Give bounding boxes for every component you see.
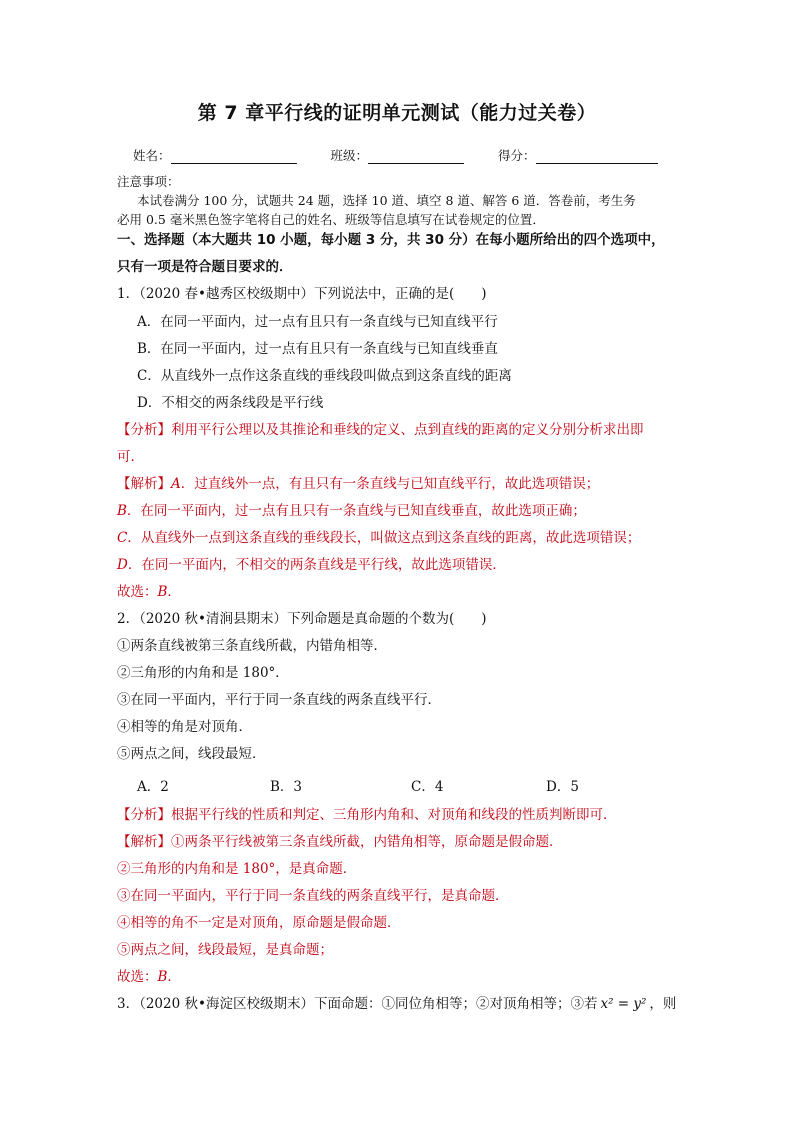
question-1-solution-b bbox=[117, 499, 586, 519]
question-2-statement-1: ①两条直线被第三条直线所截，内错角相等． bbox=[117, 638, 387, 654]
question-1-answer bbox=[117, 580, 181, 600]
question-2-option-d: D．5 bbox=[546, 779, 579, 795]
question-2-solution-1 bbox=[117, 830, 563, 850]
solution-text: ①两条平行线被第三条直线所截，内错角相等，原命题是假命题． bbox=[171, 834, 563, 850]
answer-end: ． bbox=[167, 584, 181, 600]
question-2-option-c: C．4 bbox=[411, 779, 444, 795]
option-letter: D bbox=[117, 557, 128, 573]
notice-line-2: 必用 0.5 毫米黑色签字笔将自己的姓名、班级等信息填写在试卷规定的位置． bbox=[117, 212, 545, 227]
answer-label: 故选： bbox=[117, 969, 158, 985]
question-2-statement-2: ②三角形的内角和是 180°． bbox=[117, 665, 289, 681]
question-1-solution-a bbox=[117, 472, 599, 492]
option-letter: A bbox=[171, 476, 181, 492]
notice-line-1: 本试卷满分 100 分，试题共 24 题，选择 10 道、填空 8 道、解答 6 道．答卷前，考生务 bbox=[137, 193, 636, 208]
question-2-solution-5: ⑤两点之间，线段最短，是真命题； bbox=[117, 942, 333, 958]
question-2-statement-5: ⑤两点之间，线段最短． bbox=[117, 746, 266, 762]
section-heading-line-1: 一、选择题（本大题共 10 小题，每小题 3 分，共 30 分）在每小题所给出的四个选项中， bbox=[117, 232, 665, 248]
answer-letter: B bbox=[157, 969, 168, 985]
solution-tag: 【解析】 bbox=[117, 476, 171, 492]
question-2-solution-3: ③在同一平面内，平行于同一条直线的两条直线平行，是真命题． bbox=[117, 888, 509, 904]
question-2-solution-4: ④相等的角不一定是对顶角，原命题是假命题． bbox=[117, 915, 401, 931]
name-label: 姓名： bbox=[133, 148, 171, 163]
score-blank[interactable] bbox=[536, 149, 658, 164]
question-1-option-a: A．在同一平面内，过一点有且只有一条直线与已知直线平行 bbox=[137, 314, 498, 330]
question-1-option-b: B．在同一平面内，过一点有且只有一条直线与已知直线垂直 bbox=[137, 341, 498, 357]
answer-letter: B bbox=[157, 584, 168, 600]
solution-text: ．过直线外一点，有且只有一条直线与已知直线平行，故此选项错误； bbox=[180, 476, 600, 492]
notice-label: 注意事项： bbox=[117, 174, 180, 189]
question-2-stem: 2．（2020 秋•清涧县期末）下列命题是真命题的个数为( ) bbox=[117, 611, 487, 627]
question-1-analysis-line-1: 【分析】利用平行公理以及其推论和垂线的定义、点到直线的距离的定义分别分析求出即 bbox=[117, 422, 644, 438]
question-3-text: 3．（2020 秋•海淀区校级期末）下面命题：①同位角相等；②对顶角相等；③若 bbox=[117, 996, 598, 1012]
answer-end: ． bbox=[167, 969, 181, 985]
question-3-math: x² = y² bbox=[600, 996, 647, 1012]
page-title: 第 7 章平行线的证明单元测试（能力过关卷） bbox=[197, 102, 597, 124]
solution-text: ．在同一平面内，过一点有且只有一条直线与已知直线垂直，故此选项正确； bbox=[126, 503, 586, 519]
question-2-solution-2: ②三角形的内角和是 180°，是真命题． bbox=[117, 861, 357, 877]
section-heading-line-2: 只有一项是符合题目要求的． bbox=[117, 259, 293, 275]
solution-tag: 【解析】 bbox=[117, 834, 171, 850]
student-info-row bbox=[133, 146, 658, 164]
question-1-solution-d bbox=[117, 553, 506, 573]
solution-text: ．在同一平面内，不相交的两条直线是平行线，故此选项错误． bbox=[127, 557, 506, 573]
question-2-statement-4: ④相等的角是对顶角． bbox=[117, 719, 252, 735]
question-1-option-c: C．从直线外一点作这条直线的垂线段叫做点到这条直线的距离 bbox=[137, 368, 512, 384]
class-label: 班级： bbox=[330, 148, 369, 163]
score-label: 得分： bbox=[498, 148, 536, 163]
question-1-analysis-line-2: 可． bbox=[117, 449, 144, 465]
question-2-option-a: A．2 bbox=[137, 779, 169, 795]
question-2-analysis: 【分析】根据平行线的性质和判定、三角形内角和、对顶角和线段的性质判断即可． bbox=[117, 807, 617, 823]
question-1-stem: 1．（2020 春•越秀区校级期中）下列说法中，正确的是( ) bbox=[117, 286, 487, 302]
solution-text: ．从直线外一点到这条直线的垂线段长，叫做这点到这条直线的距离，故此选项错误； bbox=[127, 530, 641, 546]
name-blank[interactable] bbox=[171, 149, 297, 164]
question-2-options-row bbox=[0, 775, 794, 795]
answer-label: 故选： bbox=[117, 584, 158, 600]
question-3-tail: ，则 bbox=[649, 996, 677, 1012]
question-1-option-d: D．不相交的两条线段是平行线 bbox=[137, 395, 324, 411]
question-2-statement-3: ③在同一平面内，平行于同一条直线的两条直线平行． bbox=[117, 692, 441, 708]
question-1-solution-c bbox=[117, 526, 640, 546]
question-2-option-b: B．3 bbox=[270, 779, 303, 795]
option-letter: C bbox=[117, 530, 128, 546]
class-blank[interactable] bbox=[368, 149, 464, 164]
option-letter: B bbox=[117, 503, 127, 519]
question-3-stem bbox=[117, 992, 676, 1012]
question-2-answer bbox=[117, 965, 181, 985]
